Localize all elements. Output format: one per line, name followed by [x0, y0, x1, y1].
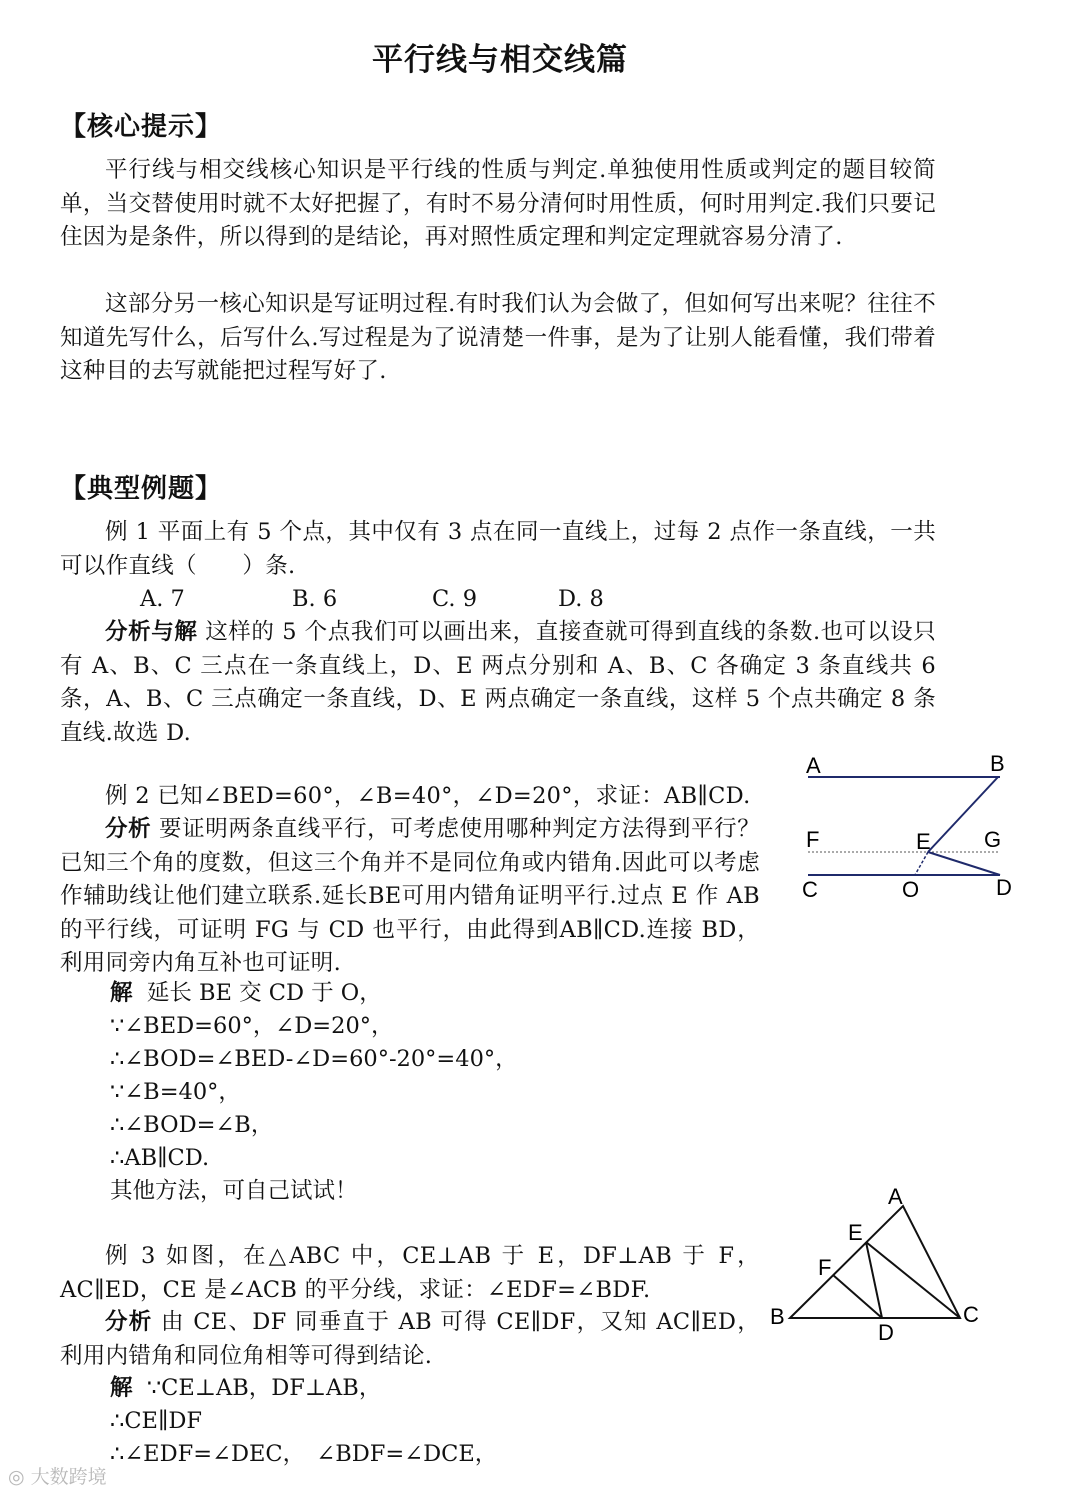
example-2-solution-line-4: ∵∠B=40°，: [110, 1079, 241, 1105]
example-2-solution-line-1: [110, 977, 382, 1010]
example-1-analysis: [60, 616, 936, 750]
fig3-label-f: F: [818, 1255, 832, 1280]
example-3-solution-line-1: [110, 1372, 381, 1405]
solution-text: ∵CE⊥AB，DF⊥AB，: [146, 1375, 382, 1401]
example-3-question: 例 3 如图，在△ABC 中，CE⊥AB 于 E，DF⊥AB 于 F，AC∥ED，CE 是∠ACB 的平分线，求证：∠EDF=∠BDF.: [60, 1243, 760, 1303]
fig3-label-a: A: [888, 1184, 903, 1209]
fig2-label-e: E: [916, 829, 931, 854]
section-heading-examples: 【典型例题】: [60, 474, 223, 504]
watermark-logo-icon: ◎: [8, 1466, 31, 1488]
example-1-option-c: C. 9: [432, 586, 478, 612]
example-2-question: 例 2 已知∠BED=60°，∠B=40°，∠D=20°，求证：AB∥CD.: [105, 783, 751, 809]
example-2-analysis: [60, 813, 760, 981]
fig2-label-c: C: [802, 877, 818, 902]
example-2-solution-line-2: ∵∠BED=60°，∠D=20°，: [110, 1013, 394, 1039]
fig2-label-o: O: [902, 877, 920, 902]
example-1-option-b: B. 6: [292, 586, 338, 612]
analysis-label: 分析与解: [105, 619, 198, 645]
fig3-label-c: C: [963, 1302, 979, 1327]
example-1-option-d: D. 8: [558, 586, 604, 612]
fig3-label-b: B: [770, 1304, 785, 1329]
example-1-question: 例 1 平面上有 5 个点，其中仅有 3 点在同一直线上，过每 2 点作一条直线，一共可以作直线（ ）条.: [60, 519, 936, 579]
solution-label: 解: [110, 1375, 133, 1401]
example-3-solution-line-2: ∴CE∥DF: [110, 1408, 202, 1434]
fig3-label-e: E: [848, 1220, 863, 1245]
analysis-text: 由 CE、DF 同垂直于 AB 可得 CE∥DF，又知 AC∥ED，利用内错角和同位角相等可得到结论.: [60, 1309, 760, 1369]
core-tips-paragraph-1: 平行线与相交线核心知识是平行线的性质与判定.单独使用性质或判定的题目较简单，当交替使用时就不太好把握了，有时不易分清何时用性质，何时用判定.我们只要记住因为是条件，所以得到的是结论，再对照性质定理和判定定理就容易分清了.: [60, 157, 936, 250]
fig2-label-f: F: [806, 827, 820, 852]
example-3-solution-line-3: ∴∠EDF=∠DEC， ∠BDF=∠DCE，: [110, 1441, 498, 1467]
fig2-label-d: D: [996, 875, 1012, 900]
solution-label: 解: [110, 980, 133, 1006]
fig2-label-a: A: [806, 753, 821, 778]
example-2-solution-line-6: ∴AB∥CD.: [110, 1145, 210, 1171]
watermark: [8, 1462, 107, 1489]
example-3-figure: [760, 1180, 1020, 1350]
fig2-label-g: G: [984, 827, 1002, 852]
example-2-figure: [790, 745, 1030, 915]
analysis-label: 分析: [105, 816, 152, 842]
analysis-text: 要证明两条直线平行，可考虑使用哪种判定方法得到平行？已知三个角的度数，但这三个角并不是同位角或内错角.因此可以考虑作辅助线让他们建立联系.延长BE可用内错角证明平行.过点 E 作 AB 的平行线，可证明 FG 与 CD 也平行，由此得到AB∥CD.连接 BD，利用同旁内角互补也可证明.: [60, 816, 760, 976]
section-heading-core-tips: 【核心提示】: [60, 112, 223, 142]
example-1-option-a: A. 7: [140, 586, 185, 612]
example-2-solution-line-5: ∴∠BOD=∠B，: [110, 1112, 274, 1138]
page-title: 平行线与相交线篇: [372, 42, 628, 78]
example-2-solution-line-3: ∴∠BOD=∠BED-∠D=60°-20°=40°，: [110, 1046, 518, 1072]
fig2-label-b: B: [990, 751, 1005, 776]
analysis-text: 这样的 5 个点我们可以画出来，直接查就可得到直线的条数.也可以设只有 A、B、C 三点在一条直线上，D、E 两点分别和 A、B、C 各确定 3 条直线共 6 条，A、B、C 三点确定一条直线，D、E 两点确定一条直线，这样 5 个点共确定 8 条直线.故选 D.: [60, 619, 936, 746]
core-tips-paragraph-2: 这部分另一核心知识是写证明过程.有时我们认为会做了，但如何写出来呢？往往不知道先写什么，后写什么.写过程是为了说清楚一件事，是为了让别人能看懂，我们带着这种目的去写就能把过程写好了.: [60, 291, 936, 384]
solution-text: 延长 BE 交 CD 于 O，: [146, 980, 382, 1006]
fig3-label-d: D: [878, 1320, 894, 1345]
watermark-text: 大数跨境: [30, 1466, 107, 1488]
analysis-label: 分析: [105, 1309, 153, 1335]
example-3-analysis: [60, 1306, 760, 1373]
example-2-solution-line-7: 其他方法，可自己试试！: [110, 1178, 358, 1204]
